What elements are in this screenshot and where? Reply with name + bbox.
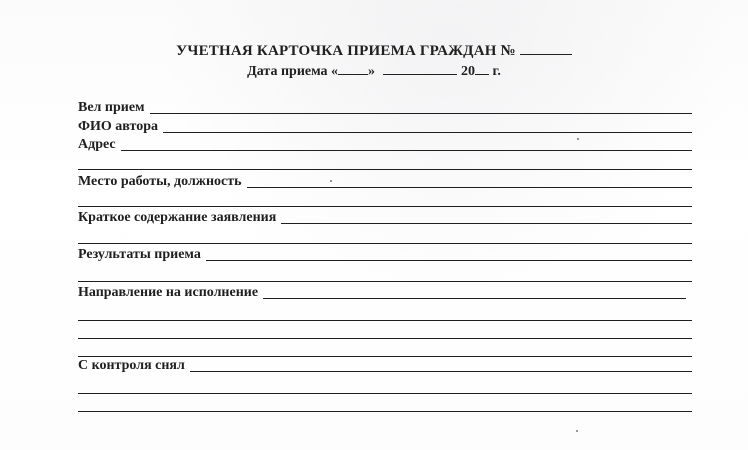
direction-label: Направление на исполнение: [78, 285, 259, 300]
reception-date-line: [0, 63, 748, 80]
address-extra-line[interactable]: [78, 169, 692, 170]
field-results: [78, 247, 692, 263]
workplace-extra-line[interactable]: [78, 206, 692, 207]
control-removed-line[interactable]: [190, 371, 692, 372]
form-title-text: УЧЕТНАЯ КАРТОЧКА ПРИЕМА ГРАЖДАН №: [176, 43, 516, 59]
workplace-line[interactable]: [247, 187, 692, 188]
field-summary: [78, 210, 692, 226]
field-address: [78, 137, 692, 153]
summary-line[interactable]: [281, 223, 692, 224]
control-removed-extra-line-1[interactable]: [78, 393, 692, 394]
summary-extra-line[interactable]: [78, 243, 692, 244]
summary-label: Краткое содержание заявления: [78, 210, 277, 225]
address-line[interactable]: [121, 150, 692, 151]
field-workplace: [78, 174, 692, 190]
field-direction: [78, 285, 686, 301]
direction-extra-line-3[interactable]: [78, 356, 692, 357]
date-mid-text: »: [368, 64, 376, 79]
date-prefix-text: Дата приема «: [247, 64, 339, 79]
direction-line[interactable]: [263, 298, 686, 299]
form-title: [0, 42, 748, 60]
workplace-label: Место работы, должность: [78, 174, 242, 189]
direction-extra-line-1[interactable]: [78, 320, 692, 321]
direction-extra-line-2[interactable]: [78, 338, 692, 339]
conducted-by-line[interactable]: [150, 113, 692, 114]
field-conducted-by: [78, 100, 692, 116]
card-number-blank[interactable]: [520, 42, 572, 55]
results-extra-line[interactable]: [78, 281, 692, 282]
scan-speck: [577, 138, 579, 140]
field-author-name: [78, 119, 692, 135]
year-suffix-text: г.: [489, 64, 501, 79]
conducted-by-label: Вел прием: [78, 100, 145, 115]
control-removed-extra-line-2[interactable]: [78, 411, 692, 412]
results-label: Результаты приема: [78, 247, 201, 262]
author-name-line[interactable]: [163, 132, 692, 133]
results-line[interactable]: [206, 260, 692, 261]
field-control-removed: [78, 358, 692, 374]
control-removed-label: С контроля снял: [78, 358, 185, 373]
scan-speck: [576, 430, 578, 432]
year-prefix-text: 20: [461, 64, 476, 79]
day-blank[interactable]: [338, 63, 368, 75]
author-name-label: ФИО автора: [78, 119, 158, 134]
scan-speck: [330, 180, 332, 182]
month-blank[interactable]: [383, 63, 457, 75]
year-blank[interactable]: [475, 63, 489, 75]
address-label: Адрес: [78, 137, 116, 152]
